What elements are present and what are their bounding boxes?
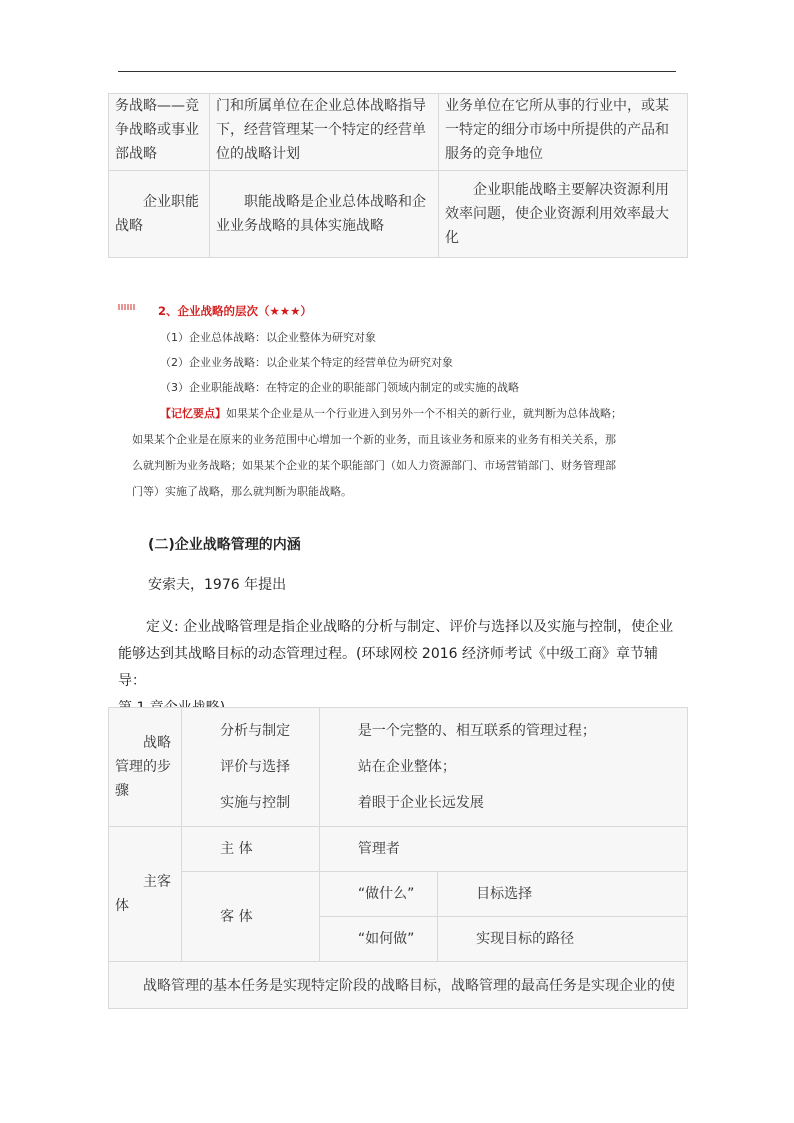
steps-cell (182, 708, 320, 827)
step-item: 实施与控制 (220, 795, 291, 811)
image-line: 么就判断为业务战略；如果某个企业的某个职能部门（如人力资源部门、市场营销部门、财务管理部 (132, 459, 616, 472)
features-cell (319, 708, 687, 827)
image-line: （1）企业总体战略：以企业整体为研究对象 (160, 331, 376, 344)
table-row (109, 962, 688, 1009)
image-line: （3）企业职能战略：在特定的企业的职能部门领域内制定的或实施的战略 (160, 381, 519, 394)
image-line: （2）企业业务战略：以企业某个特定的经营单位为研究对象 (160, 356, 453, 369)
table-row (109, 827, 688, 872)
how-label-cell: “如何做” (319, 917, 437, 962)
definition-line: 能够达到其战略目标的动态管理过程。(环球网校 2016 经济师考试《中级工商》章节辅导： (118, 646, 658, 689)
memo-label: 【记忆要点】 (160, 407, 226, 420)
header-rule (118, 71, 676, 72)
table-cell: 企业职能战略主要解决资源利用效率问题，使企业资源利用效率最大化 (439, 171, 688, 258)
what-value-cell: 目标选择 (438, 872, 688, 917)
definition-paragraph (118, 614, 678, 722)
feature-item: 是一个完整的、相互联系的管理过程； (357, 723, 596, 739)
strategy-levels-image (118, 298, 678, 504)
subject-value-cell: 管理者 (319, 827, 687, 872)
table-cell: 务战略——竞争战略或事业部战略 (109, 94, 210, 171)
strategy-level-table (108, 93, 688, 258)
strategy-management-table (108, 707, 688, 1009)
memo-text: 如果某个企业是从一个行业进入到另外一个不相关的新行业，就判断为总体战略； (226, 407, 622, 420)
table-row (109, 872, 688, 917)
feature-item: 站在企业整体； (357, 759, 456, 775)
feature-item: 着眼于企业长远发展 (357, 795, 484, 811)
table-cell: 企业职能战略 (109, 171, 210, 258)
table-cell: 业务单位在它所从事的行业中，或某一特定的细分市场中所提供的产品和服务的竞争地位 (439, 94, 688, 171)
image-line (160, 405, 622, 421)
object-label-cell: 客 体 (182, 872, 320, 962)
ansoff-line: 安索夫，1976 年提出 (148, 577, 287, 593)
table-row (109, 708, 688, 827)
subject-label-cell: 主 体 (182, 827, 320, 872)
image-title: 2、企业战略的层次（★★★） (158, 304, 312, 318)
image-line: 如果某个企业是在原来的业务范围中心增加一个新的业务，而且该业务和原来的业务有相关关系，那 (132, 433, 616, 446)
red-marker-icon (118, 304, 136, 310)
bottom-text-cell: 战略管理的基本任务是实现特定阶段的战略目标，战略管理的最高任务是实现企业的使 (109, 962, 688, 1009)
table-row (109, 94, 688, 171)
what-label-cell: “做什么” (319, 872, 437, 917)
how-value-cell: 实现目标的路径 (438, 917, 688, 962)
section-title: (二)企业战略管理的内涵 (148, 537, 301, 553)
step-item: 分析与制定 (220, 723, 291, 739)
image-line: 门等）实施了战略，那么就判断为职能战略。 (132, 485, 352, 498)
steps-label-cell: 战略管理的步骤 (109, 708, 182, 827)
table-cell: 门和所属单位在企业总体战略指导下，经营管理某一个特定的经营单位的战略计划 (210, 94, 439, 171)
step-item: 评价与选择 (220, 759, 291, 775)
table-cell: 职能战略是企业总体战略和企业业务战略的具体实施战略 (210, 171, 439, 258)
table-row (109, 171, 688, 258)
definition-line: 定义: 企业战略管理是指企业战略的分析与制定、评价与选择以及实施与控制，使企业 (146, 619, 674, 635)
subject-object-label-cell: 主客体 (109, 827, 182, 962)
